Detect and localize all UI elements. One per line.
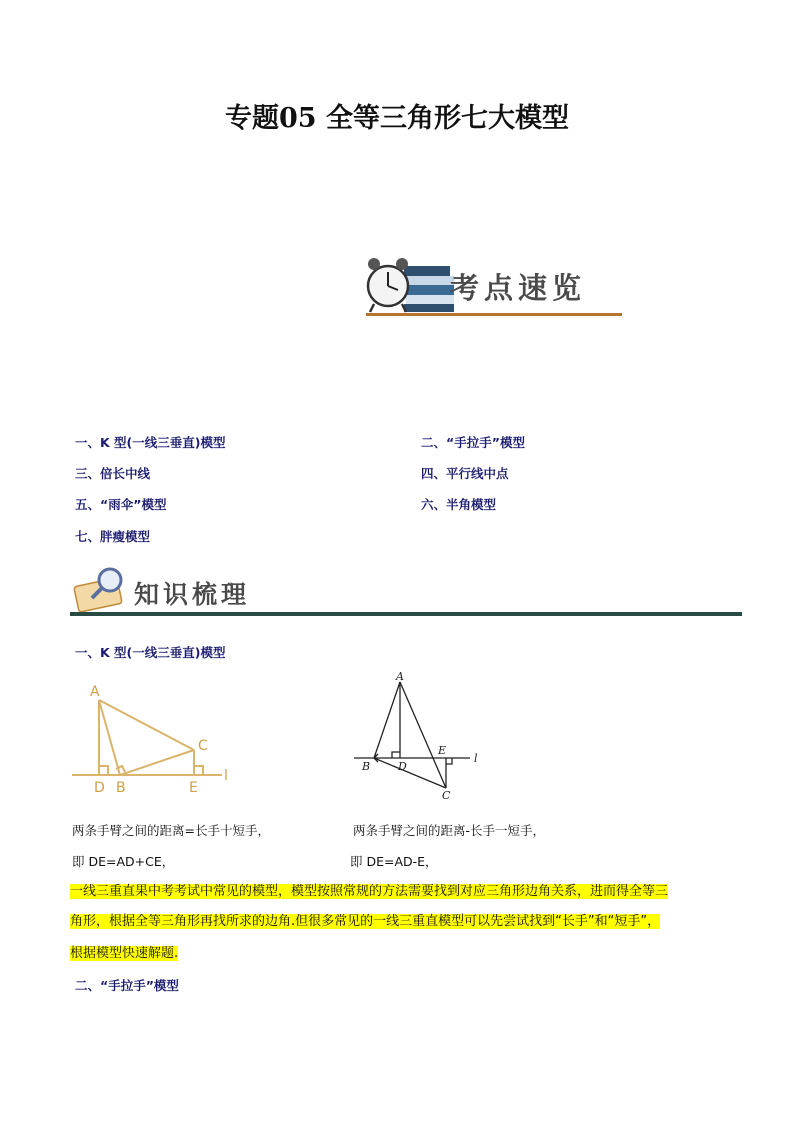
fig2-label: C [442, 789, 451, 802]
highlight-text: 根据模型快速解题. [70, 946, 179, 961]
toc-num: 二、 [421, 435, 447, 450]
highlight-line-1 [70, 882, 668, 902]
k-model-figure-2 [350, 670, 490, 802]
right-caption-1: 两条手臂之间的距离-长手一短手， [353, 823, 546, 838]
fig1-label: E [189, 780, 198, 796]
toc-label: 倍长中线 [100, 466, 151, 481]
fig1-label: B [116, 780, 126, 796]
toc-num: 七、 [75, 529, 101, 544]
toc-num: 一、 [75, 435, 101, 450]
fig1-label: A [90, 684, 100, 700]
toc-num: 四、 [421, 466, 447, 481]
kaodian-banner-label: 考点速览 [450, 271, 587, 305]
highlight-line-2 [70, 912, 660, 932]
toc-label: 平行线中点 [446, 466, 509, 481]
magnifier-notebook-icon [74, 569, 122, 612]
toc-item-4 [421, 466, 509, 482]
toc-label: K 型(一线三垂直)模型 [100, 435, 226, 450]
toc-label: “雨伞”模型 [100, 497, 167, 512]
fig2-label: B [362, 760, 371, 773]
toc-item-6 [421, 497, 496, 513]
alarm-clock-icon [368, 258, 408, 312]
toc-label: “手拉手”模型 [446, 435, 525, 450]
fig2-label: D [398, 760, 407, 773]
highlight-text: 角形，根据全等三角形再找所求的边角.但很多常见的一线三重直模型可以先尝试找到“长手”和“短手”， [70, 914, 661, 929]
toc-label: 胖瘦模型 [100, 529, 151, 544]
toc-num: 三、 [75, 466, 101, 481]
toc-item-5 [75, 497, 166, 513]
fig2-label: E [438, 744, 447, 757]
highlight-line-3 [70, 944, 178, 964]
fig2-label: l [474, 752, 478, 765]
highlight-text: 一线三重直果中考考试中常见的模型，模型按照常规的方法需要找到对应三角形边角关系，进而得全等三 [70, 884, 669, 899]
left-caption-1: 两条手臂之间的距离=长手十短手， [72, 823, 270, 838]
toc-num: 六、 [421, 497, 447, 512]
book-icon [404, 266, 450, 276]
toc-item-1 [75, 435, 225, 451]
page-title: 专题05 全等三角形七大模型 [225, 103, 569, 134]
fig1-label: C [198, 738, 208, 754]
fig1-label: D [94, 780, 105, 796]
k-model-figure-1 [72, 680, 242, 800]
fig2-label: A [396, 670, 404, 683]
section-heading-k-model: 一、K 型(一线三垂直)模型 [75, 645, 226, 660]
left-caption-2: 即 DE=AD+CE， [72, 854, 175, 869]
toc-item-7 [75, 529, 150, 545]
fig1-label: l [224, 768, 228, 784]
right-caption-2: 即 DE=AD-E， [350, 854, 438, 869]
section-heading-shoulashou: 二、“手拉手”模型 [75, 978, 179, 993]
toc-num: 五、 [75, 497, 101, 512]
toc-item-2 [421, 435, 525, 451]
zhishi-banner-label: 知识梳理 [134, 580, 251, 609]
toc-item-3 [75, 466, 150, 482]
toc-label: 半角模型 [446, 497, 497, 512]
